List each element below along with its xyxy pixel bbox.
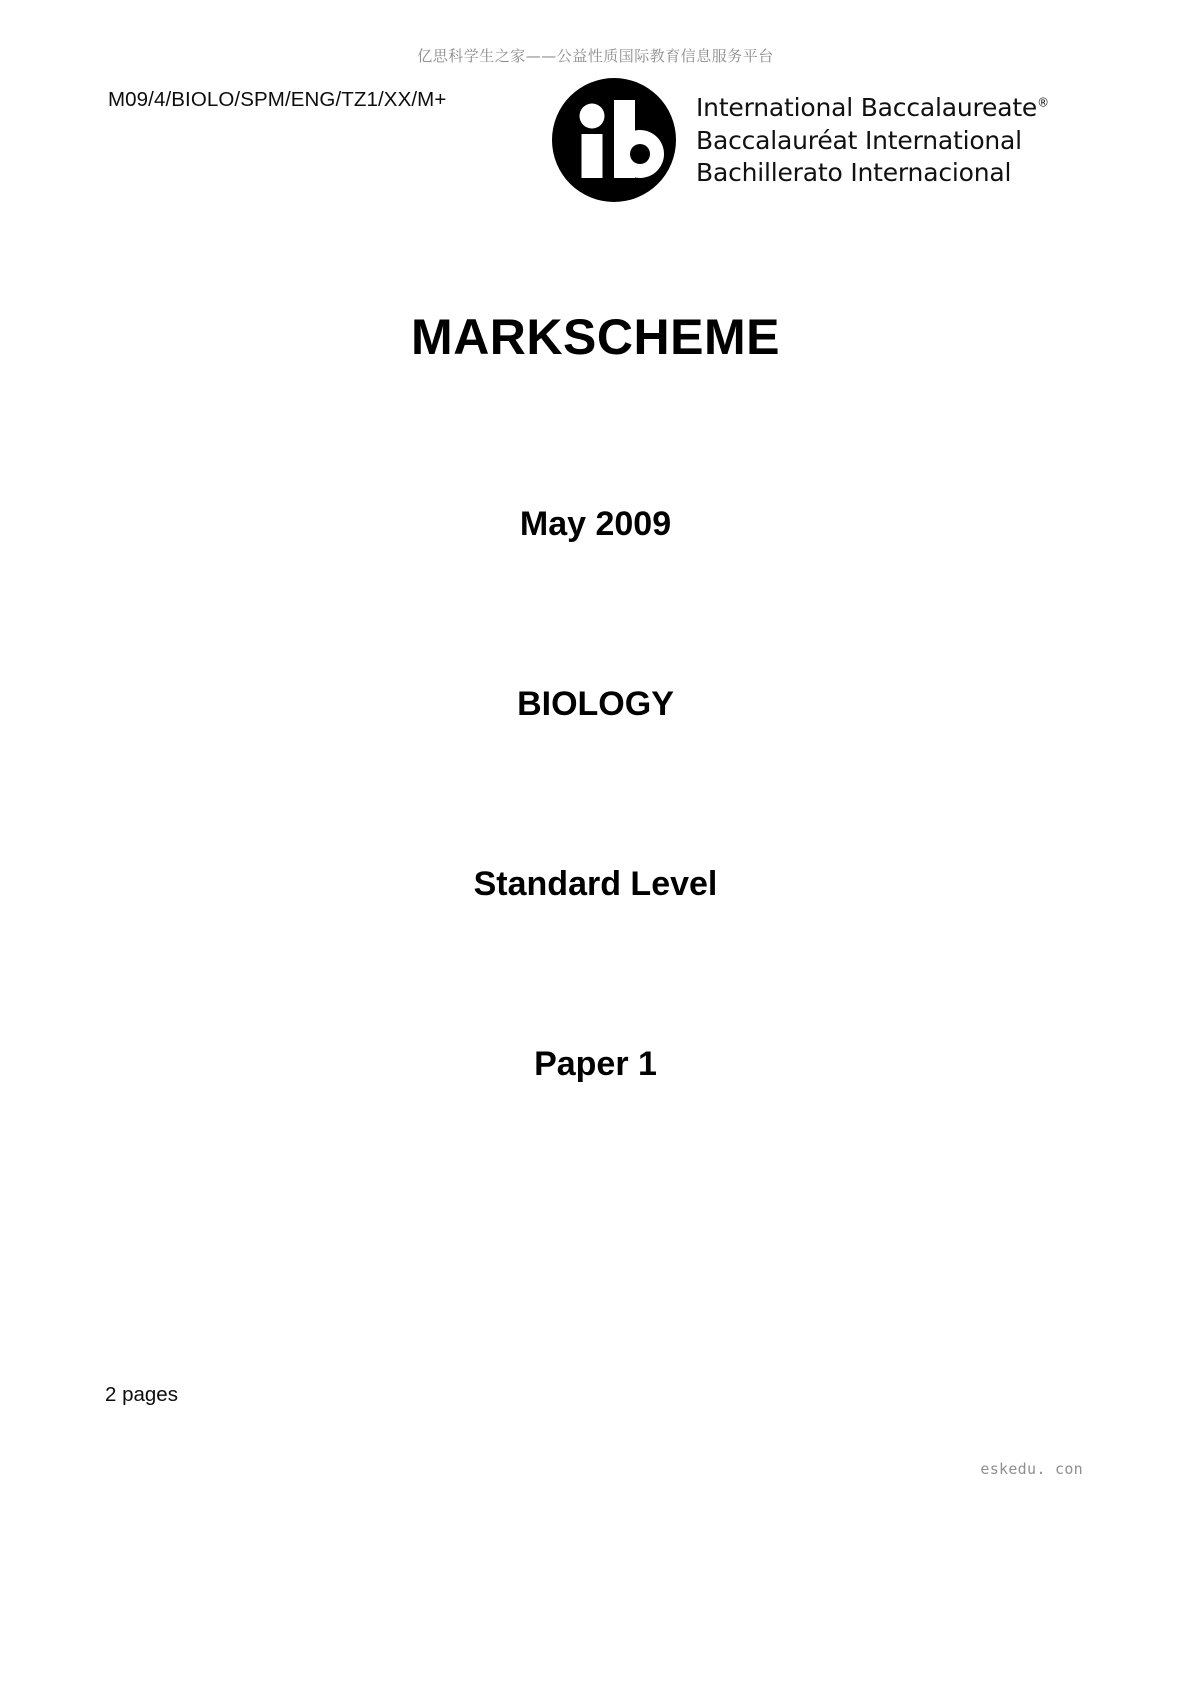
document-reference-code: M09/4/BIOLO/SPM/ENG/TZ1/XX/M+: [108, 88, 447, 111]
page-title: MARKSCHEME: [411, 309, 780, 365]
ib-logo-line-french: Baccalauréat International: [696, 125, 1022, 155]
ib-logo-mark-icon: [552, 78, 676, 202]
ib-logo-line-english: [696, 92, 1049, 125]
ib-logo: [552, 78, 1049, 202]
page-count-note: 2 pages: [105, 1383, 178, 1406]
exam-paper-number: Paper 1: [534, 1045, 657, 1083]
ib-logo-line-spanish: Bachillerato Internacional: [696, 158, 1012, 187]
top-banner-watermark: 亿思科学生之家——公益性质国际教育信息服务平台: [417, 47, 774, 65]
site-watermark: eskedu. con: [980, 1460, 1083, 1478]
exam-session-date: May 2009: [519, 505, 672, 543]
registered-mark-icon: ®: [1037, 95, 1049, 110]
exam-subject: BIOLOGY: [517, 685, 674, 723]
exam-level: Standard Level: [473, 865, 718, 903]
ib-logo-line-english-text: International Baccalaureate: [696, 93, 1038, 122]
ib-logo-text: [696, 78, 1049, 190]
